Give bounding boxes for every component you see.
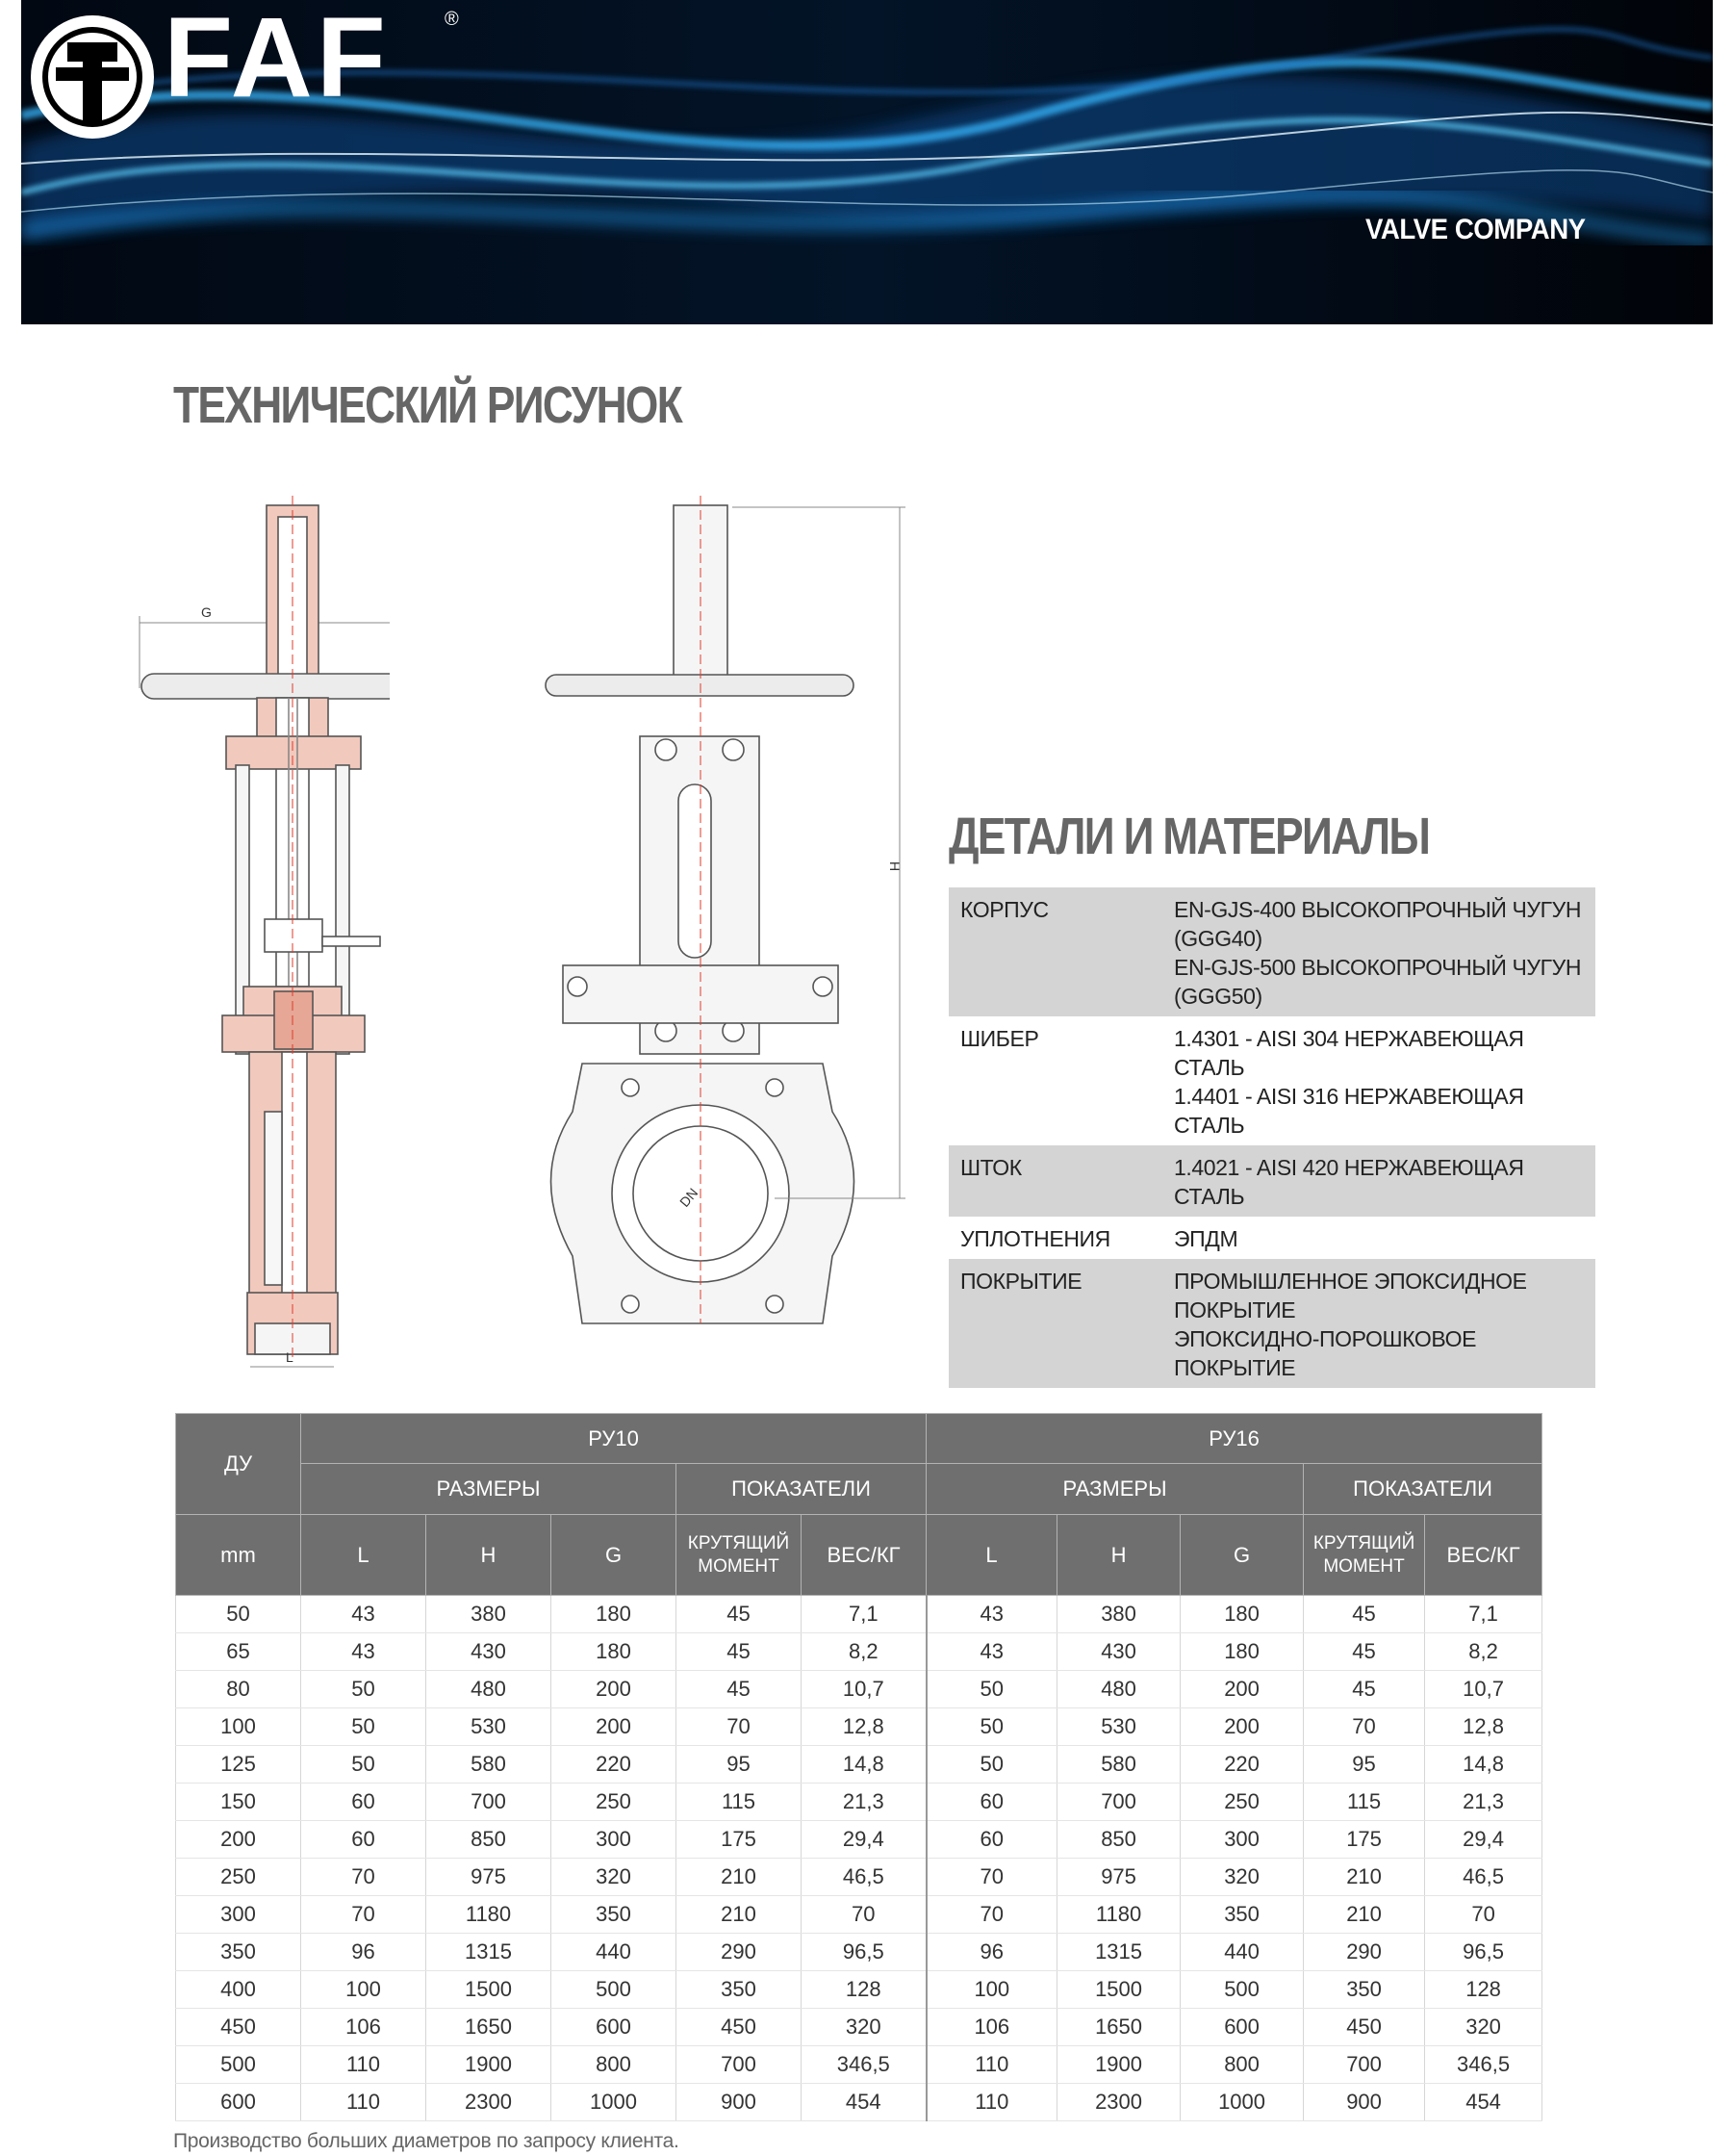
cell-pn10-h: 580 — [426, 1746, 551, 1784]
cell-pn10-weight: 7,1 — [802, 1596, 927, 1633]
header-h: H — [1057, 1515, 1181, 1596]
cell-pn16-weight: 14,8 — [1425, 1746, 1542, 1784]
cell-pn16-weight: 128 — [1425, 1971, 1542, 2009]
cell-pn10-weight: 14,8 — [802, 1746, 927, 1784]
cell-pn10-g: 350 — [551, 1896, 676, 1934]
header-mm: mm — [176, 1515, 301, 1596]
cell-du: 65 — [176, 1633, 301, 1671]
header-torque-line2: МОМЕНТ — [698, 1555, 779, 1577]
cell-pn16-g: 500 — [1181, 1971, 1304, 2009]
cell-pn10-weight: 29,4 — [802, 1821, 927, 1859]
header-sizes: РАЗМЕРЫ — [927, 1464, 1304, 1515]
dim-label-g: G — [201, 604, 212, 620]
cell-pn16-h: 2300 — [1057, 2084, 1181, 2121]
header-torque-line1: КРУТЯЩИЙ — [1312, 1532, 1415, 1553]
part-materials — [1162, 1145, 1595, 1217]
cell-du: 100 — [176, 1708, 301, 1746]
cell-pn16-l: 43 — [927, 1596, 1057, 1633]
cell-pn10-h: 1500 — [426, 1971, 551, 2009]
cell-pn10-weight: 96,5 — [802, 1934, 927, 1971]
cell-pn16-l: 100 — [927, 1971, 1057, 2009]
table-row — [176, 1934, 1542, 1971]
cell-pn10-weight: 46,5 — [802, 1859, 927, 1896]
cell-pn16-g: 1000 — [1181, 2084, 1304, 2121]
cell-pn10-h: 1650 — [426, 2009, 551, 2046]
cell-pn10-l: 110 — [301, 2046, 426, 2084]
table-row — [176, 2046, 1542, 2084]
cell-pn16-l: 60 — [927, 1784, 1057, 1821]
cell-pn16-weight: 12,8 — [1425, 1708, 1542, 1746]
cell-pn10-l: 110 — [301, 2084, 426, 2121]
header-weight: ВЕС/КГ — [802, 1515, 927, 1596]
cell-pn10-l: 50 — [301, 1708, 426, 1746]
cell-du: 600 — [176, 2084, 301, 2121]
table-row — [176, 1784, 1542, 1821]
cell-pn10-g: 180 — [551, 1633, 676, 1671]
cell-pn10-h: 850 — [426, 1821, 551, 1859]
cell-pn16-g: 320 — [1181, 1859, 1304, 1896]
cell-pn16-g: 220 — [1181, 1746, 1304, 1784]
cell-pn10-g: 800 — [551, 2046, 676, 2084]
tech-drawing-title: ТЕХНИЧЕСКИЙ РИСУНОК — [173, 376, 682, 434]
material-line: 1.4301 - AISI 304 НЕРЖАВЕЮЩАЯ СТАЛЬ — [1174, 1026, 1524, 1080]
cell-pn10-l: 60 — [301, 1784, 426, 1821]
header-torque-line1: КРУТЯЩИЙ — [687, 1532, 790, 1553]
cell-du: 125 — [176, 1746, 301, 1784]
part-materials — [1162, 1259, 1595, 1388]
cell-pn16-h: 850 — [1057, 1821, 1181, 1859]
cell-pn10-torque: 45 — [676, 1596, 802, 1633]
cell-pn10-torque: 210 — [676, 1859, 802, 1896]
material-line: ЭПОКСИДНО-ПОРОШКОВОЕ — [1174, 1326, 1477, 1351]
cell-pn16-g: 800 — [1181, 2046, 1304, 2084]
material-line: ПРОМЫШЛЕННОЕ ЭПОКСИДНОЕ — [1174, 1269, 1527, 1294]
cell-pn16-torque: 175 — [1304, 1821, 1425, 1859]
cell-pn10-g: 220 — [551, 1746, 676, 1784]
cell-du: 350 — [176, 1934, 301, 1971]
cell-pn10-torque: 700 — [676, 2046, 802, 2084]
header-weight: ВЕС/КГ — [1425, 1515, 1542, 1596]
cell-du: 300 — [176, 1896, 301, 1934]
cell-pn16-weight: 454 — [1425, 2084, 1542, 2121]
cell-pn16-g: 350 — [1181, 1896, 1304, 1934]
part-name: КОРПУС — [949, 887, 1162, 1016]
dim-label-dn: DN — [676, 1185, 701, 1210]
cell-pn10-g: 180 — [551, 1596, 676, 1633]
cell-pn10-l: 70 — [301, 1859, 426, 1896]
cell-pn16-l: 70 — [927, 1859, 1057, 1896]
cell-pn10-torque: 45 — [676, 1633, 802, 1671]
cell-pn10-h: 380 — [426, 1596, 551, 1633]
cell-pn10-g: 200 — [551, 1671, 676, 1708]
cell-pn10-l: 43 — [301, 1596, 426, 1633]
cell-du: 400 — [176, 1971, 301, 2009]
cell-pn10-weight: 454 — [802, 2084, 927, 2121]
material-line: 1.4021 - AISI 420 НЕРЖАВЕЮЩАЯ СТАЛЬ — [1174, 1155, 1524, 1209]
header-sizes: РАЗМЕРЫ — [301, 1464, 676, 1515]
cell-pn16-g: 600 — [1181, 2009, 1304, 2046]
cell-pn10-h: 700 — [426, 1784, 551, 1821]
cell-pn16-torque: 45 — [1304, 1633, 1425, 1671]
cell-pn10-h: 975 — [426, 1859, 551, 1896]
cell-pn10-torque: 95 — [676, 1746, 802, 1784]
cell-pn16-l: 106 — [927, 2009, 1057, 2046]
table-row — [176, 2084, 1542, 2121]
cell-pn16-torque: 210 — [1304, 1896, 1425, 1934]
cell-pn16-l: 96 — [927, 1934, 1057, 1971]
cell-pn16-g: 250 — [1181, 1784, 1304, 1821]
cell-pn16-h: 1650 — [1057, 2009, 1181, 2046]
cell-pn16-torque: 115 — [1304, 1784, 1425, 1821]
cell-pn10-h: 480 — [426, 1671, 551, 1708]
cell-pn10-l: 50 — [301, 1746, 426, 1784]
header-banner — [21, 0, 1713, 324]
cell-pn16-l: 50 — [927, 1708, 1057, 1746]
table-row — [176, 1708, 1542, 1746]
parts-materials-title: ДЕТАЛИ И МАТЕРИАЛЫ — [949, 808, 1430, 865]
cell-pn10-weight: 346,5 — [802, 2046, 927, 2084]
cell-pn16-l: 43 — [927, 1633, 1057, 1671]
header-pn10: РУ10 — [301, 1414, 927, 1464]
dimensions-table-body — [176, 1596, 1542, 2121]
cell-pn10-g: 300 — [551, 1821, 676, 1859]
header-indicators: ПОКАЗАТЕЛИ — [1304, 1464, 1542, 1515]
cell-pn10-l: 50 — [301, 1671, 426, 1708]
header-pn16: РУ16 — [927, 1414, 1542, 1464]
material-line: (GGG50) — [1174, 984, 1262, 1009]
cell-pn10-weight: 21,3 — [802, 1784, 927, 1821]
cell-pn16-h: 975 — [1057, 1859, 1181, 1896]
faf-logo — [21, 0, 473, 164]
cell-pn16-l: 70 — [927, 1896, 1057, 1934]
material-line: (GGG40) — [1174, 926, 1262, 951]
cell-pn16-l: 60 — [927, 1821, 1057, 1859]
table-row — [176, 1896, 1542, 1934]
header-l: L — [927, 1515, 1057, 1596]
cell-pn16-weight: 7,1 — [1425, 1596, 1542, 1633]
cell-pn10-torque: 450 — [676, 2009, 802, 2046]
footnote: Производство больших диаметров по запросу клиента. — [173, 2130, 679, 2152]
materials-table — [949, 887, 1595, 1388]
cell-pn16-h: 700 — [1057, 1784, 1181, 1821]
cell-pn16-l: 50 — [927, 1671, 1057, 1708]
material-line: EN-GJS-500 ВЫСОКОПРОЧНЫЙ ЧУГУН — [1174, 955, 1582, 980]
dim-label-l: L — [286, 1349, 293, 1365]
cell-du: 200 — [176, 1821, 301, 1859]
cell-pn16-g: 300 — [1181, 1821, 1304, 1859]
cell-pn16-weight: 320 — [1425, 2009, 1542, 2046]
cell-pn10-torque: 175 — [676, 1821, 802, 1859]
header-indicators: ПОКАЗАТЕЛИ — [676, 1464, 927, 1515]
cell-du: 450 — [176, 2009, 301, 2046]
cell-pn10-h: 1180 — [426, 1896, 551, 1934]
table-row — [176, 1821, 1542, 1859]
cell-pn10-g: 1000 — [551, 2084, 676, 2121]
cell-pn16-weight: 46,5 — [1425, 1859, 1542, 1896]
cell-du: 250 — [176, 1859, 301, 1896]
header-torque-line2: МОМЕНТ — [1323, 1555, 1405, 1577]
cell-pn10-l: 60 — [301, 1821, 426, 1859]
cell-pn10-l: 106 — [301, 2009, 426, 2046]
cell-pn16-h: 1180 — [1057, 1896, 1181, 1934]
header-torque — [1304, 1515, 1425, 1596]
cell-pn10-weight: 70 — [802, 1896, 927, 1934]
cell-pn16-h: 380 — [1057, 1596, 1181, 1633]
cell-pn10-torque: 350 — [676, 1971, 802, 2009]
cell-pn16-g: 200 — [1181, 1708, 1304, 1746]
table-row — [176, 2009, 1542, 2046]
materials-row — [949, 887, 1595, 1016]
cell-pn10-h: 430 — [426, 1633, 551, 1671]
cell-pn16-l: 110 — [927, 2084, 1057, 2121]
section-view-drawing — [130, 496, 390, 1381]
cell-pn10-g: 320 — [551, 1859, 676, 1896]
cell-pn16-weight: 96,5 — [1425, 1934, 1542, 1971]
cell-pn10-l: 70 — [301, 1896, 426, 1934]
cell-pn10-weight: 10,7 — [802, 1671, 927, 1708]
dim-label-h: H — [887, 861, 903, 872]
cell-pn10-torque: 210 — [676, 1896, 802, 1934]
cell-pn16-g: 180 — [1181, 1596, 1304, 1633]
cell-pn16-g: 200 — [1181, 1671, 1304, 1708]
cell-pn16-weight: 70 — [1425, 1896, 1542, 1934]
table-row — [176, 1859, 1542, 1896]
registered-mark: ® — [445, 9, 459, 30]
material-line: EN-GJS-400 ВЫСОКОПРОЧНЫЙ ЧУГУН — [1174, 897, 1582, 922]
header-l: L — [301, 1515, 426, 1596]
table-row — [176, 1671, 1542, 1708]
cell-pn16-torque: 350 — [1304, 1971, 1425, 2009]
cell-pn16-torque: 95 — [1304, 1746, 1425, 1784]
cell-pn16-weight: 8,2 — [1425, 1633, 1542, 1671]
cell-pn16-torque: 290 — [1304, 1934, 1425, 1971]
cell-pn10-g: 440 — [551, 1934, 676, 1971]
brand-name: FAF — [164, 0, 390, 121]
materials-row — [949, 1145, 1595, 1217]
cell-pn10-g: 200 — [551, 1708, 676, 1746]
cell-pn16-torque: 70 — [1304, 1708, 1425, 1746]
front-view-drawing — [544, 496, 919, 1352]
material-line: ПОКРЫТИЕ — [1174, 1355, 1296, 1380]
cell-pn10-l: 100 — [301, 1971, 426, 2009]
cell-pn10-g: 500 — [551, 1971, 676, 2009]
table-row — [176, 1633, 1542, 1671]
dimensions-table — [175, 1413, 1542, 2121]
cell-pn10-h: 530 — [426, 1708, 551, 1746]
cell-pn10-h: 1315 — [426, 1934, 551, 1971]
materials-row — [949, 1016, 1595, 1145]
cell-pn10-weight: 8,2 — [802, 1633, 927, 1671]
cell-pn10-g: 250 — [551, 1784, 676, 1821]
cell-pn16-torque: 700 — [1304, 2046, 1425, 2084]
cell-pn16-l: 50 — [927, 1746, 1057, 1784]
cell-pn16-torque: 900 — [1304, 2084, 1425, 2121]
cell-pn16-h: 480 — [1057, 1671, 1181, 1708]
cell-pn16-weight: 21,3 — [1425, 1784, 1542, 1821]
materials-row — [949, 1259, 1595, 1388]
cell-pn16-torque: 450 — [1304, 2009, 1425, 2046]
table-row — [176, 1971, 1542, 2009]
cell-pn16-weight: 29,4 — [1425, 1821, 1542, 1859]
cell-pn16-l: 110 — [927, 2046, 1057, 2084]
cell-du: 500 — [176, 2046, 301, 2084]
cell-pn10-l: 43 — [301, 1633, 426, 1671]
material-line: ЭПДМ — [1174, 1226, 1238, 1251]
cell-pn16-torque: 45 — [1304, 1671, 1425, 1708]
cell-pn16-torque: 45 — [1304, 1596, 1425, 1633]
header-g: G — [551, 1515, 676, 1596]
cell-pn10-weight: 12,8 — [802, 1708, 927, 1746]
cell-pn10-h: 2300 — [426, 2084, 551, 2121]
cell-du: 150 — [176, 1784, 301, 1821]
header-torque — [676, 1515, 802, 1596]
part-name: УПЛОТНЕНИЯ — [960, 1226, 1110, 1251]
table-row — [176, 1746, 1542, 1784]
cell-pn10-torque: 290 — [676, 1934, 802, 1971]
material-line: 1.4401 - AISI 316 НЕРЖАВЕЮЩАЯ СТАЛЬ — [1174, 1084, 1524, 1138]
material-line: ПОКРЫТИЕ — [1174, 1297, 1296, 1322]
cell-pn16-h: 1900 — [1057, 2046, 1181, 2084]
cell-pn10-torque: 115 — [676, 1784, 802, 1821]
cell-pn10-torque: 70 — [676, 1708, 802, 1746]
part-name: ШИБЕР — [960, 1026, 1039, 1051]
cell-pn16-h: 1315 — [1057, 1934, 1181, 1971]
cell-pn16-weight: 10,7 — [1425, 1671, 1542, 1708]
part-materials — [1162, 1217, 1595, 1259]
cell-pn10-g: 600 — [551, 2009, 676, 2046]
cell-pn16-g: 440 — [1181, 1934, 1304, 1971]
cell-pn10-h: 1900 — [426, 2046, 551, 2084]
header-h: H — [426, 1515, 551, 1596]
cell-pn10-torque: 45 — [676, 1671, 802, 1708]
cell-pn16-g: 180 — [1181, 1633, 1304, 1671]
cell-pn16-h: 530 — [1057, 1708, 1181, 1746]
part-materials — [1162, 887, 1595, 1016]
brand-company: VALVE COMPANY — [1365, 214, 1586, 245]
cell-pn16-weight: 346,5 — [1425, 2046, 1542, 2084]
header-du: ДУ — [176, 1414, 301, 1515]
part-name: ШТОК — [949, 1145, 1162, 1217]
cell-pn10-l: 96 — [301, 1934, 426, 1971]
cell-du: 50 — [176, 1596, 301, 1633]
cell-pn16-h: 580 — [1057, 1746, 1181, 1784]
cell-pn16-h: 430 — [1057, 1633, 1181, 1671]
cell-pn16-h: 1500 — [1057, 1971, 1181, 2009]
cell-pn10-weight: 320 — [802, 2009, 927, 2046]
header-g: G — [1181, 1515, 1304, 1596]
materials-row — [949, 1217, 1595, 1259]
cell-pn10-weight: 128 — [802, 1971, 927, 2009]
table-row — [176, 1596, 1542, 1633]
cell-du: 80 — [176, 1671, 301, 1708]
part-materials — [1162, 1016, 1595, 1145]
cell-pn16-torque: 210 — [1304, 1859, 1425, 1896]
part-name: ПОКРЫТИЕ — [949, 1259, 1162, 1388]
cell-pn10-torque: 900 — [676, 2084, 802, 2121]
